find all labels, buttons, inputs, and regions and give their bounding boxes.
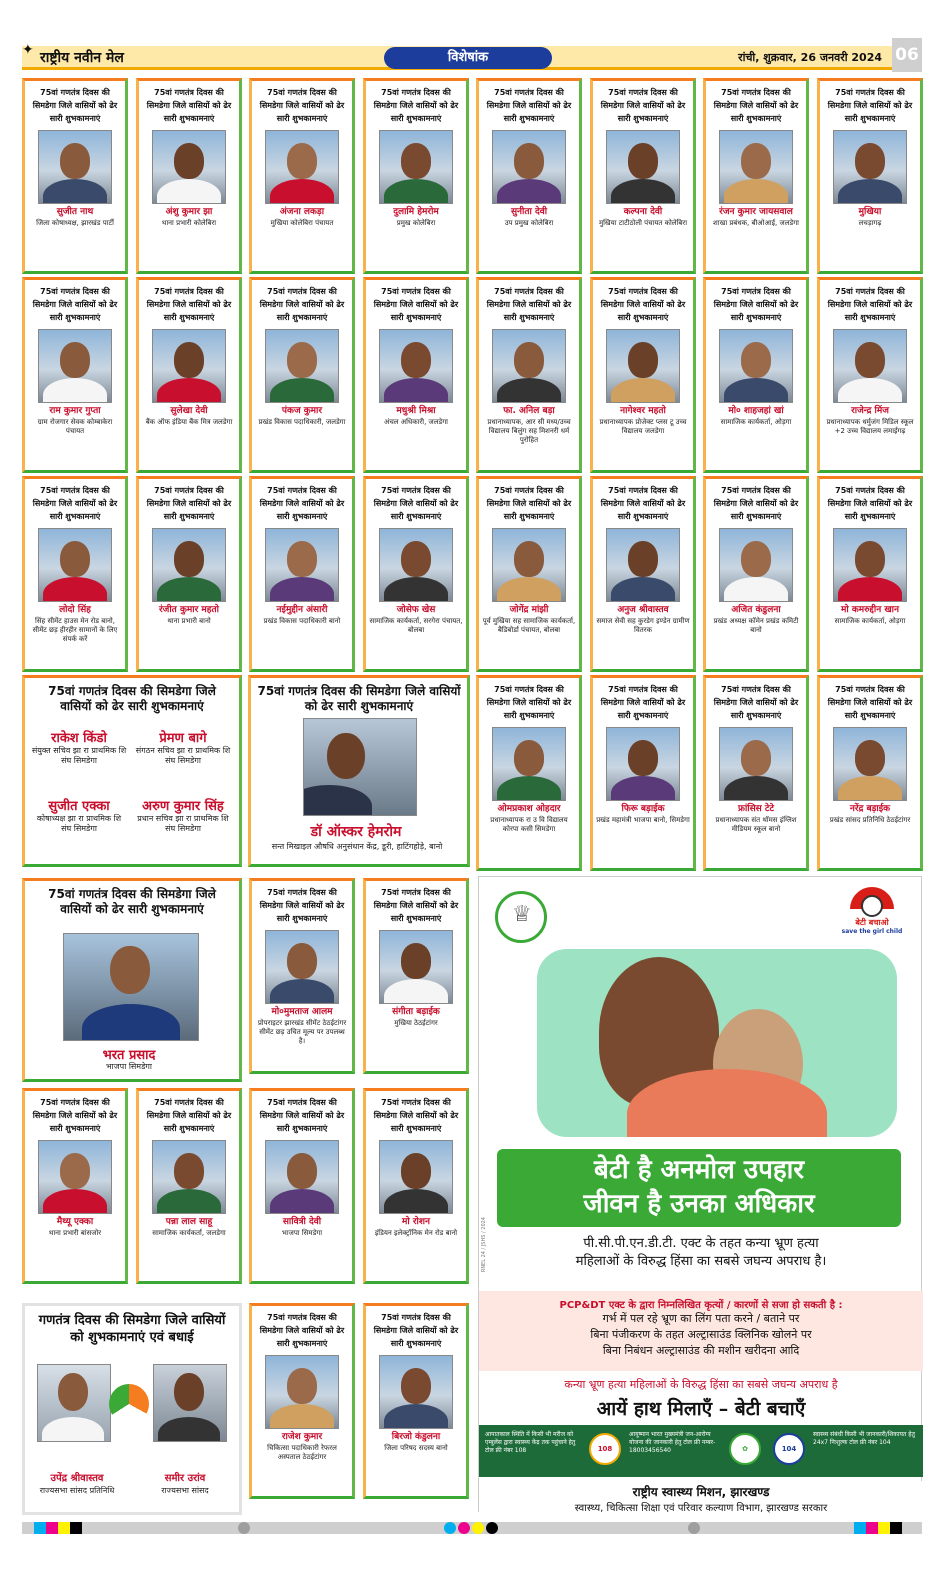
ayushman-icon: ✿	[729, 1433, 761, 1465]
black-swatch	[890, 1522, 902, 1534]
helpline-104-icon: 104	[773, 1433, 805, 1465]
greeting-card	[476, 675, 582, 871]
group-greeting-card	[22, 675, 242, 867]
greeting-card	[817, 277, 923, 473]
card-greeting: 75वां गणतंत्र दिवस की सिमडेगा जिले वासियों को ढेर सारी शुभकामनाएं	[32, 1098, 118, 1133]
person-name: नरेंद्र बड़ाईक	[849, 804, 891, 814]
greeting-card	[249, 1303, 355, 1499]
person-name: डॉ ऑस्कर हेमरोम	[310, 824, 402, 840]
person-name: समीर उरांव	[164, 1473, 206, 1484]
card-greeting: 75वां गणतंत्र दिवस की सिमडेगा जिले वासियों को ढेर सारी शुभकामनाएं	[600, 685, 686, 720]
portrait-photo	[152, 130, 226, 204]
person-name: संगीता बड़ाईक	[392, 1007, 440, 1017]
person-desc: प्रखंड महामंत्री भाजपा बानो, सिमडेगा	[596, 816, 690, 824]
person-name: अरुण कुमार सिंह	[142, 799, 224, 814]
card-greeting: 75वां गणतंत्र दिवस की सिमडेगा जिले वासियों को ढेर सारी शुभकामनाएं	[259, 1313, 345, 1348]
person-name: जोसेफ खेस	[396, 605, 436, 615]
person-name: मुखिया	[858, 207, 882, 217]
portrait-photo	[719, 130, 793, 204]
card-greeting: 75वां गणतंत्र दिवस की सिमडेगा जिले वासियों को ढेर सारी शुभकामनाएं	[32, 88, 118, 123]
person-name: फ्रांसिस टेटे	[738, 804, 774, 814]
person-name: रंजन कुमार जायसवाल	[719, 207, 793, 217]
card-greeting: 75वां गणतंत्र दिवस की सिमडेगा जिले वासियों को ढेर सारी शुभकामनाएं	[486, 88, 572, 123]
helpline-strip	[479, 1425, 923, 1477]
person-desc: राज्यसभा सांसद प्रतिनिधि	[39, 1486, 115, 1495]
person-name: राजेन्द्र मिंज	[851, 406, 889, 416]
portrait-photo	[265, 1140, 339, 1214]
headline-line-2: जीवन है उनका अधिकार	[583, 1189, 815, 1219]
greeting-card	[22, 78, 128, 274]
greeting-card	[817, 78, 923, 274]
person-desc: प्रधानाध्यापक संत थॉमस इंग्लिश मीडियम स्कूल बानो	[715, 816, 797, 833]
portrait-photo	[492, 727, 566, 801]
girl-face-icon	[861, 895, 883, 917]
person-name: बिरजो कंडुलना	[391, 1432, 441, 1442]
greeting-card	[249, 277, 355, 473]
person-name: मो रोशन	[402, 1217, 430, 1227]
person-name: राकेश किंडो	[51, 731, 107, 746]
portrait-photo	[379, 930, 453, 1004]
person-desc: संगठन सचिव झा रा प्राथमिक शि संघ सिमडेगा	[135, 746, 231, 765]
oscar-greeting-card	[248, 675, 470, 867]
person-desc: जिला कोषाध्यक्ष, झारखंड पार्टी	[36, 219, 114, 227]
card-greeting: 75वां गणतंत्र दिवस की सिमडेगा जिले वासियों को ढेर सारी शुभकामनाएं	[827, 685, 913, 720]
person-name: फिरू बड़ाईक	[621, 804, 665, 814]
person-name: रंजीत कुमार महतो	[158, 605, 219, 615]
person-desc: प्रखंड अध्यक्ष कॉमेन प्रखंड कमिटी बानो	[713, 617, 799, 634]
card-greeting: 75वां गणतंत्र दिवस की सिमडेगा जिले वासियों को ढेर सारी शुभकामनाएं	[373, 88, 459, 123]
greeting-card	[590, 675, 696, 871]
card-greeting: 75वां गणतंत्र दिवस की सिमडेगा जिले वासियों को ढेर सारी शुभकामनाएं	[486, 685, 572, 720]
person-desc: उप प्रमुख कोलेबिरा	[504, 219, 554, 227]
mother-child-photo	[537, 949, 897, 1137]
greeting-card	[22, 277, 128, 473]
person-desc: ग्राम रोजगार सेवक कोम्बाकेरा पंचायत	[37, 418, 113, 435]
slogan: आयें हाथ मिलाएँ – बेटी बचाएँ	[596, 1398, 806, 1420]
person-block	[133, 728, 233, 766]
portrait-photo	[37, 1364, 111, 1442]
person-desc: प्रधानाध्यापक धर्मुजंग मिडिल स्कूल +2 उच्च विद्यालय लमाईगढ़	[826, 418, 914, 435]
person-desc: सामाजिक कार्यकर्ता, ओड़गा	[720, 418, 792, 426]
portrait-photo	[303, 718, 417, 816]
greeting-card	[363, 1303, 469, 1499]
punishment-line: बिना निबंधन अल्ट्रासाउंड की मशीन खरीदना आदि	[602, 1344, 800, 1357]
person-desc: सामाजिक कार्यकर्ता, ओड़गा	[834, 617, 906, 625]
greeting-card	[703, 277, 809, 473]
greeting-card	[590, 476, 696, 672]
portrait-photo	[38, 329, 112, 403]
magenta-swatch	[46, 1522, 58, 1534]
portrait-photo	[606, 130, 680, 204]
color-registration-bar	[22, 1522, 922, 1534]
person-desc: चिकित्सा पदाधिकारी रेफरल अस्पताल ठेठईटांगर	[267, 1444, 337, 1461]
person-name: अजित कंडुलना	[731, 605, 781, 615]
person-desc: जिला परिषद सदस्य बानो	[384, 1444, 448, 1452]
portrait-photo	[833, 329, 907, 403]
greeting-card	[249, 78, 355, 274]
person-name: भरत प्रसाद	[102, 1048, 156, 1063]
portrait-photo	[606, 528, 680, 602]
person-name: नागेश्वर महतो	[620, 406, 666, 416]
bird-logo-icon: ✦	[22, 42, 34, 58]
beti-bachao-logo	[837, 887, 907, 943]
person-desc: राज्यसभा सांसद	[161, 1486, 209, 1495]
person-desc: प्रधान सचिव झा रा प्राथमिक शि संघ सिमडेगा	[137, 814, 229, 833]
card-greeting: 75वां गणतंत्र दिवस की सिमडेगा जिले वासियों को ढेर सारी शुभकामनाएं	[259, 1098, 345, 1133]
person-name: सुजीत नाथ	[56, 207, 94, 217]
cyan-swatch	[854, 1522, 866, 1534]
greeting-card	[249, 878, 355, 1074]
person-name: पन्ना लाल साहू	[165, 1217, 213, 1227]
person-name: कल्पना देवी	[623, 207, 663, 217]
person-desc: थाना प्रभारी बानो	[167, 617, 211, 625]
person-desc: भाजपा सिमडेगा	[106, 1062, 152, 1071]
person-name: मधुश्री मिश्रा	[396, 406, 436, 416]
person-name: दुलामि हेमरोम	[393, 207, 439, 217]
subheading-line-1: पी.सी.पी.एन.डी.टी. एक्ट के तहत कन्या भ्रूण हत्या	[583, 1236, 819, 1251]
tricolor-chakra-icon	[109, 1384, 149, 1424]
portrait-photo	[379, 1140, 453, 1214]
person-desc: इंडियन इलेक्ट्रॉनिक मेन रोड बानो	[374, 1229, 458, 1237]
person-desc: शाखा प्रबंधक, बीओआई, जलडेगा	[713, 219, 799, 227]
card-greeting: गणतंत्र दिवस की सिमडेगा जिले वासियों को शुभकामनाएं एवं बधाई	[38, 1313, 226, 1345]
person-name: लोदो सिंह	[59, 605, 91, 615]
portrait-photo	[379, 329, 453, 403]
card-greeting: 75वां गणतंत्र दिवस की सिमडेगा जिले वासियों को ढेर सारी शुभकामनाएं	[259, 888, 345, 923]
greeting-card	[136, 78, 242, 274]
punishment-line: गर्भ में पल रहे भ्रूण का लिंग पता करने / बताने पर	[602, 1312, 800, 1325]
jharkhand-emblem-icon: ♕	[495, 891, 547, 943]
warning-line: कन्या भ्रूण हत्या महिलाओं के विरुद्ध हिंसा का सबसे जघन्य अपराध है	[564, 1378, 838, 1391]
greeting-card	[476, 476, 582, 672]
page-number: 06	[892, 38, 922, 72]
card-greeting: 75वां गणतंत्र दिवस की सिमडेगा जिले वासियों को ढेर सारी शुभकामनाएं	[600, 486, 686, 521]
greeting-card	[249, 1088, 355, 1284]
portrait-photo	[492, 329, 566, 403]
portrait-photo	[63, 933, 199, 1041]
card-greeting: 75वां गणतंत्र दिवस की सिमडेगा जिले वासियों को ढेर सारी शुभकामनाएं	[373, 287, 459, 322]
card-greeting: 75वां गणतंत्र दिवस की सिमडेगा जिले वासियों को ढेर सारी शुभकामनाएं	[600, 287, 686, 322]
person-block	[31, 796, 127, 834]
person-name: राजेश कुमार	[281, 1432, 323, 1442]
greeting-card	[703, 675, 809, 871]
person-desc: प्रमुख कोलेबिरा	[396, 219, 436, 227]
person-name: मो कमरुद्दीन खान	[840, 605, 900, 615]
portrait-photo	[492, 528, 566, 602]
greeting-card	[817, 675, 923, 871]
punishment-line: बिना पंजीकरण के तहत अल्ट्रासाउंड क्लिनिक खोलने पर	[590, 1328, 812, 1341]
headline-line-1: बेटी है अनमोल उपहार	[593, 1155, 805, 1185]
greeting-card	[363, 878, 469, 1074]
person-name: जोगेंद्र मांझी	[509, 605, 549, 615]
ambulance-108-icon: 108	[589, 1433, 621, 1465]
portrait-photo	[152, 1140, 226, 1214]
greeting-card	[817, 476, 923, 672]
card-greeting: 75वां गणतंत्र दिवस की सिमडेगा जिले वासियों को ढेर सारी शुभकामनाएं	[48, 887, 216, 916]
greeting-card	[363, 78, 469, 274]
greeting-card	[590, 78, 696, 274]
greeting-card	[703, 78, 809, 274]
card-greeting: 75वां गणतंत्र दिवस की सिमडेगा जिले वासियों को ढेर सारी शुभकामनाएं	[373, 486, 459, 521]
portrait-photo	[265, 1355, 339, 1429]
person-desc: पूर्व मुखिया सह सामाजिक कार्यकर्ता, बैडिबोर्डा पंचायत, बोलबा	[482, 617, 576, 634]
card-greeting: 75वां गणतंत्र दिवस की सिमडेगा जिले वासियों को ढेर सारी शुभकामनाएं	[257, 684, 461, 713]
greeting-card	[363, 1088, 469, 1284]
ad-release-code: RNEL 24 / JSHS / 2024	[481, 1217, 487, 1273]
person-desc: प्रखंड सांसद प्रतिनिधि ठेठईटांगर	[829, 816, 911, 824]
person-name: मो०मुमताज आलम	[271, 1007, 333, 1017]
subheading	[489, 1235, 913, 1271]
yellow-swatch	[878, 1522, 890, 1534]
beti-bachao-advertisement	[478, 876, 922, 1512]
portrait-photo	[833, 528, 907, 602]
portrait-photo	[379, 130, 453, 204]
mission-name: राष्ट्रीय स्वास्थ्य मिशन, झारखण्ड	[632, 1485, 770, 1499]
person-name: मैथ्यू एक्का	[56, 1217, 94, 1227]
cyan-dot	[444, 1522, 456, 1534]
person-desc: सामाजिक कार्यकर्ता, सरगेरा पंचायत, बोलबा	[369, 617, 463, 634]
section-label: विशेषांक	[384, 47, 552, 69]
person-desc: संयुक्त सचिव झा रा प्राथमिक शि संघ सिमडेगा	[31, 746, 127, 765]
person-desc: भाजपा सिमडेगा	[281, 1229, 323, 1237]
person-desc: लचड़ागढ़	[858, 219, 882, 227]
greeting-card	[703, 476, 809, 672]
person-name: राम कुमार गुप्ता	[49, 406, 101, 416]
card-greeting: 75वां गणतंत्र दिवस की सिमडेगा जिले वासियों को ढेर सारी शुभकामनाएं	[146, 1098, 232, 1133]
portrait-photo	[152, 528, 226, 602]
person-block	[133, 796, 233, 834]
yellow-swatch	[58, 1522, 70, 1534]
card-greeting: 75वां गणतंत्र दिवस की सिमडेगा जिले वासियों को ढेर सारी शुभकामनाएं	[146, 486, 232, 521]
card-greeting: 75वां गणतंत्र दिवस की सिमडेगा जिले वासियों को ढेर सारी शुभकामनाएं	[713, 486, 799, 521]
portrait-photo	[265, 130, 339, 204]
greeting-card	[476, 78, 582, 274]
subheading-line-2: महिलाओं के विरुद्ध हिंसा का सबसे जघन्य अपराध है।	[575, 1254, 827, 1269]
portrait-photo	[379, 528, 453, 602]
greeting-card	[136, 1088, 242, 1284]
card-greeting: 75वां गणतंत्र दिवस की सिमडेगा जिले वासियों को ढेर सारी शुभकामनाएं	[713, 88, 799, 123]
person-desc: प्रधानाध्यापक प्रोजेक्ट प्लस टू उच्च विद्यालय जलडेगा	[599, 418, 687, 435]
portrait-photo	[152, 329, 226, 403]
person-desc: प्रखंड विकास पदाधिकारी बानो	[263, 617, 341, 625]
card-greeting: 75वां गणतंत्र दिवस की सिमडेगा जिले वासियों को ढेर सारी शुभकामनाएं	[259, 287, 345, 322]
logo-subtext: save the girl child	[841, 928, 903, 935]
ad-footer	[479, 1481, 923, 1513]
card-greeting: 75वां गणतंत्र दिवस की सिमडेगा जिले वासियों को ढेर सारी शुभकामनाएं	[827, 287, 913, 322]
person-desc: कोषाध्यक्ष झा रा प्राथमिक शि संघ सिमडेगा	[36, 814, 122, 833]
person-desc: मुखिया कोलेबिरा पंचायत	[270, 219, 334, 227]
portrait-photo	[38, 528, 112, 602]
card-greeting: 75वां गणतंत्र दिवस की सिमडेगा जिले वासियों को ढेर सारी शुभकामनाएं	[259, 88, 345, 123]
portrait-photo	[379, 1355, 453, 1429]
greeting-card	[363, 277, 469, 473]
person-name: सुलेखा देवी	[170, 406, 208, 416]
person-name: अंशु कुमार झा	[165, 207, 213, 217]
greeting-card	[22, 476, 128, 672]
greeting-card	[249, 476, 355, 672]
person-block	[31, 728, 127, 766]
person-name: ओमप्रकाश ओहदार	[497, 804, 561, 814]
helpline-text: आयुष्मान भारत मुख्यमंत्री जन-आरोग्य योजना की जानकारी हेतु टोल फ्री नम्बर- 18003456540	[629, 1431, 716, 1454]
person-desc: प्रधानाध्यापक रा उ वि विद्यालय कोरपा कसी सिमडेगा	[490, 816, 568, 833]
card-greeting: 75वां गणतंत्र दिवस की सिमडेगा जिले वासियों को ढेर सारी शुभकामनाएं	[827, 486, 913, 521]
portrait-photo	[38, 130, 112, 204]
portrait-photo	[265, 528, 339, 602]
bharat-greeting-card	[22, 878, 242, 1082]
person-name: नईमुद्दीन अंसारी	[276, 605, 328, 615]
helpline-text: स्वास्थ्य संबंधी किसी भी जानकारी/शिकायत हेतु 24x7 निःशुल्क टोल फ्री नंबर 104	[813, 1431, 915, 1446]
department-name: स्वास्थ्य, चिकित्सा शिक्षा एवं परिवार कल्याण विभाग, झारखण्ड सरकार	[574, 1503, 828, 1514]
registration-dot	[238, 1522, 250, 1534]
greeting-card	[476, 277, 582, 473]
portrait-photo	[38, 1140, 112, 1214]
yellow-dot	[472, 1522, 484, 1534]
card-greeting: 75वां गणतंत्र दिवस की सिमडेगा जिले वासियों को ढेर सारी शुभकामनाएं	[146, 88, 232, 123]
portrait-photo	[492, 130, 566, 204]
magenta-dot	[458, 1522, 470, 1534]
registration-dot	[688, 1522, 700, 1534]
portrait-photo	[719, 528, 793, 602]
greeting-card	[136, 476, 242, 672]
punishment-box	[479, 1291, 923, 1371]
person-name: मो० शाहजहां खां	[728, 406, 784, 416]
headline-banner	[497, 1149, 901, 1227]
punishment-heading: PCP&DT एक्ट के द्वारा निम्नलिखित कृत्यों / कारणों से सजा हो सकती है :	[559, 1300, 843, 1311]
portrait-photo	[606, 727, 680, 801]
person-desc: प्रधानाध्यापक, आर सी मध्य/उच्च विद्यालय बिलुंग सह मिशनरी धर्म पुरोहित	[487, 418, 571, 444]
portrait-photo	[833, 727, 907, 801]
card-greeting: 75वां गणतंत्र दिवस की सिमडेगा जिले वासियों को ढेर सारी शुभकामनाएं	[600, 88, 686, 123]
person-name: सावित्री देवी	[282, 1217, 322, 1227]
card-greeting: 75वां गणतंत्र दिवस की सिमडेगा जिले वासियों को ढेर सारी शुभकामनाएं	[373, 1098, 459, 1133]
portrait-photo	[153, 1364, 227, 1442]
dateline: रांची, शुक्रवार, 26 जनवरी 2024	[738, 51, 882, 64]
person-name: सुजीत एक्का	[48, 799, 110, 814]
black-dot	[486, 1522, 498, 1534]
portrait-photo	[265, 329, 339, 403]
person-name: अंजना लकड़ा	[279, 207, 325, 217]
person-desc: समाज सेवी सह कुरडेग इण्डेन ग्रामीण वितरक	[596, 617, 690, 634]
person-desc: सामाजिक कार्यकर्ता, जलडेगा	[152, 1229, 226, 1237]
magenta-swatch	[866, 1522, 878, 1534]
card-greeting: 75वां गणतंत्र दिवस की सिमडेगा जिले वासियों को ढेर सारी शुभकामनाएं	[32, 486, 118, 521]
card-greeting: 75वां गणतंत्र दिवस की सिमडेगा जिले वासियों को ढेर सारी शुभकामनाएं	[32, 287, 118, 322]
person-name: प्रेमण बागे	[159, 731, 207, 746]
card-greeting: 75वां गणतंत्र दिवस की सिमडेगा जिले वासियों को ढेर सारी शुभकामनाएं	[827, 88, 913, 123]
masthead	[22, 42, 922, 70]
person-desc: थाना प्रभारी कोलेबिरा	[161, 219, 217, 227]
portrait-photo	[265, 930, 339, 1004]
greeting-card	[22, 1088, 128, 1284]
person-desc: थाना प्रभारी बांसजोर	[48, 1229, 102, 1237]
card-greeting: 75वां गणतंत्र दिवस की सिमडेगा जिले वासियों को ढेर सारी शुभकामनाएं	[713, 287, 799, 322]
person-name: उपेंद्र श्रीवास्तव	[50, 1473, 104, 1484]
portrait-photo	[719, 727, 793, 801]
cyan-swatch	[34, 1522, 46, 1534]
card-greeting: 75वां गणतंत्र दिवस की सिमडेगा जिले वासियों को ढेर सारी शुभकामनाएं	[486, 486, 572, 521]
person-desc: मुखिया ठेठईटांगर	[394, 1019, 438, 1027]
card-greeting: 75वां गणतंत्र दिवस की सिमडेगा जिले वासियों को ढेर सारी शुभकामनाएं	[146, 287, 232, 322]
greeting-card	[590, 277, 696, 473]
portrait-photo	[719, 329, 793, 403]
helpline-text: आपातकाल स्थिति में किसी भी मरीज को एम्बुलेंस द्वारा स्वास्थ्य केंद्र तक पहुंचाने हेतु टोल फ्री नंबर 108	[485, 1431, 576, 1454]
person-desc: बैंक ऑफ इंडिया बैंक मित्र जलडेगा	[145, 418, 233, 426]
portrait-photo	[833, 130, 907, 204]
person-desc: सिंह सीमेंट हाउस मेन रोड बानो, सीमेंट छड़ हीरहीर सामानों के लिए संपर्क करें	[32, 617, 118, 643]
person-desc: प्रखंड विकास पदाधिकारी, जलडेगा	[258, 418, 346, 426]
person-desc: सन्त मिखाइल औषधि अनुसंधान केंद्र, डूरी, हाटिंगहोड़े, बानो	[271, 842, 443, 851]
card-greeting: 75वां गणतंत्र दिवस की सिमडेगा जिले वासियों को ढेर सारी शुभकामनाएं	[486, 287, 572, 322]
card-greeting: 75वां गणतंत्र दिवस की सिमडेगा जिले वासियों को ढेर सारी शुभकामनाएं	[373, 888, 459, 923]
card-greeting: 75वां गणतंत्र दिवस की सिमडेगा जिले वासियों को ढेर सारी शुभकामनाएं	[48, 684, 216, 713]
portrait-photo	[606, 329, 680, 403]
person-desc: अंचल अधिकारी, जलडेगा	[384, 418, 448, 426]
card-greeting: 75वां गणतंत्र दिवस की सिमडेगा जिले वासियों को ढेर सारी शुभकामनाएं	[713, 685, 799, 720]
card-greeting: 75वां गणतंत्र दिवस की सिमडेगा जिले वासियों को ढेर सारी शुभकामनाएं	[373, 1313, 459, 1348]
logo-text: बेटी बचाओ	[855, 918, 889, 927]
greeting-card	[363, 476, 469, 672]
person-name: पंकज कुमार	[281, 406, 323, 416]
person-name: अनुज श्रीवास्तव	[617, 605, 669, 615]
greeting-card	[136, 277, 242, 473]
newspaper-name: राष्ट्रीय नवीन मेल	[40, 50, 124, 66]
person-name: फा. अनिल बड़ा	[503, 406, 555, 416]
black-swatch	[70, 1522, 82, 1534]
person-desc: मुखिया टाटीठोली पंचायत कोलेबिरा	[598, 219, 688, 227]
person-name: सुनीता देवी	[510, 207, 548, 217]
card-greeting: 75वां गणतंत्र दिवस की सिमडेगा जिले वासियों को ढेर सारी शुभकामनाएं	[259, 486, 345, 521]
person-desc: प्रोपराइटर झारखंड सीमेंट ठेठईटांगर सीमेंट छड़ उचित मूल्य पर उपलब्ध है।	[257, 1019, 347, 1045]
pair-greeting-card	[22, 1303, 242, 1515]
